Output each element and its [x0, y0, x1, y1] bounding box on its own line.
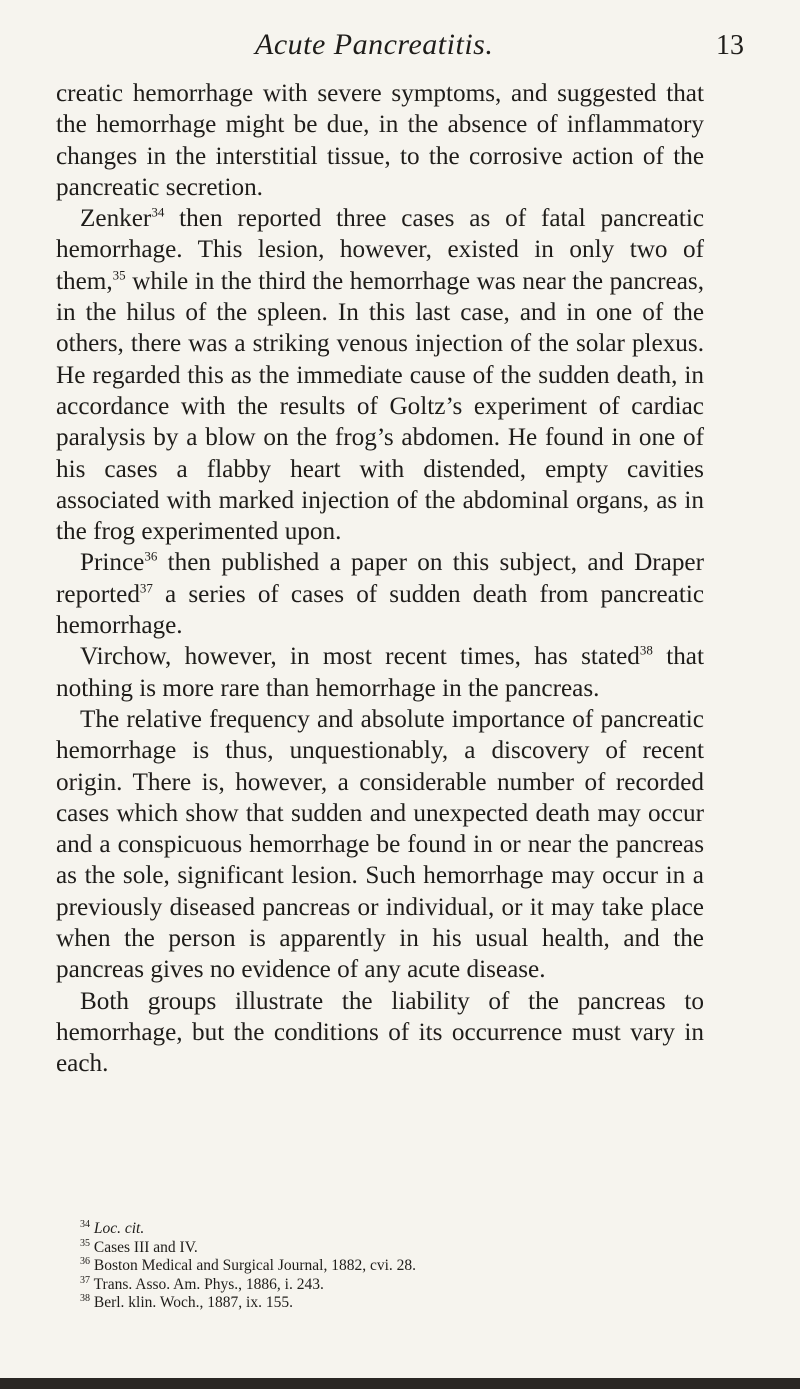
paragraph-text: then published a paper on this subject, and Draper reported: [56, 549, 704, 608]
paragraph: [56, 704, 704, 986]
footnote-number: 37: [80, 1274, 90, 1286]
footnote-marker: 36: [144, 549, 158, 565]
paragraph-text: a series of cases of sudden death from pancreatic hemorrhage.: [56, 580, 704, 640]
footnote: [80, 1220, 700, 1239]
footnote-marker: 35: [112, 267, 126, 283]
footnote: [80, 1257, 700, 1276]
running-head: [0, 28, 800, 68]
running-title: Acute Pancreatitis.: [255, 28, 494, 61]
footnote-text: Trans. Asso. Am. Phys., 1886, i. 243.: [93, 1275, 324, 1293]
footnote-number: 36: [80, 1255, 90, 1267]
footnote: [80, 1276, 700, 1295]
footnote-text: Boston Medical and Surgical Journal, 1882, cvi. 28.: [93, 1257, 417, 1274]
paragraph: [56, 547, 704, 641]
paragraph: [56, 641, 704, 704]
footnote-marker: 34: [151, 204, 165, 220]
paragraph-text: Prince: [80, 549, 145, 577]
paragraph-text: creatic hemorrhage with severe symptoms, and suggested that the hemorrhage might be due, in the absence of inflammatory changes in the interstitial tissue, to the corrosive action of the pancreatic secretion.: [56, 80, 704, 201]
footnote: [80, 1294, 700, 1313]
paragraph: [56, 986, 704, 1080]
page-number: 13: [716, 30, 744, 61]
footnotes: [80, 1220, 700, 1313]
footnote-text: Cases III and IV.: [93, 1238, 198, 1256]
paragraph-text: The relative frequency and absolute importance of pancreatic hemorrhage is thus, unquestionably, a discovery of recent origin. There is, however, a considerable number of recorded cases which show that sudden and unexpected death may occur and a conspicuous hemorrhage be found in or near the pancreas as the sole, significant lesion. Such hemorrhage may occur in a previously diseased pancreas or individual, or it may take place when the person is apparently in his usual health, and the pancreas gives no evidence of any acute disease.: [56, 705, 704, 984]
paragraph-text: that nothing is more rare than hemorrhage in the pancreas.: [56, 643, 704, 702]
footnote-marker: 38: [639, 642, 653, 658]
body-text: [56, 78, 704, 1080]
paragraph-text: Virchow, however, in most recent times, has stated: [80, 643, 640, 671]
paragraph-text: Zenker: [80, 205, 152, 233]
footnote-text: Berl. klin. Woch., 1887, ix. 155.: [93, 1294, 293, 1311]
footnote-number: 34: [80, 1218, 90, 1230]
page-bottom-edge: [0, 1378, 800, 1389]
paragraph-text: then reported three cases as of fatal pancreatic hemorrhage. This lesion, however, existed in only two of them,: [56, 205, 704, 295]
paragraph: [56, 203, 704, 547]
footnote: [80, 1239, 700, 1258]
footnote-number: 38: [80, 1292, 90, 1304]
paragraph-text: while in the third the hemorrhage was near the pancreas, in the hilus of the spleen. In this last case, and in one of the others, there was a striking venous injection of the solar plexus. He regarded this as the immediate cause of the sudden death, in accordance with the results of Goltz’s experiment of cardiac paralysis by a blow on the frog’s abdomen. He found in one of his cases a flabby heart with distended, empty cavities associated with marked injection of the abdominal organs, as in the frog experimented upon.: [56, 267, 704, 546]
footnote-number: 35: [80, 1237, 90, 1249]
footnote-text: Loc. cit.: [93, 1220, 145, 1237]
paragraph: [56, 78, 704, 203]
footnote-marker: 37: [139, 580, 153, 596]
paragraph-text: Both groups illustrate the liability of the pancreas to hemorrhage, but the conditions of its occurrence must vary in each.: [56, 987, 704, 1078]
